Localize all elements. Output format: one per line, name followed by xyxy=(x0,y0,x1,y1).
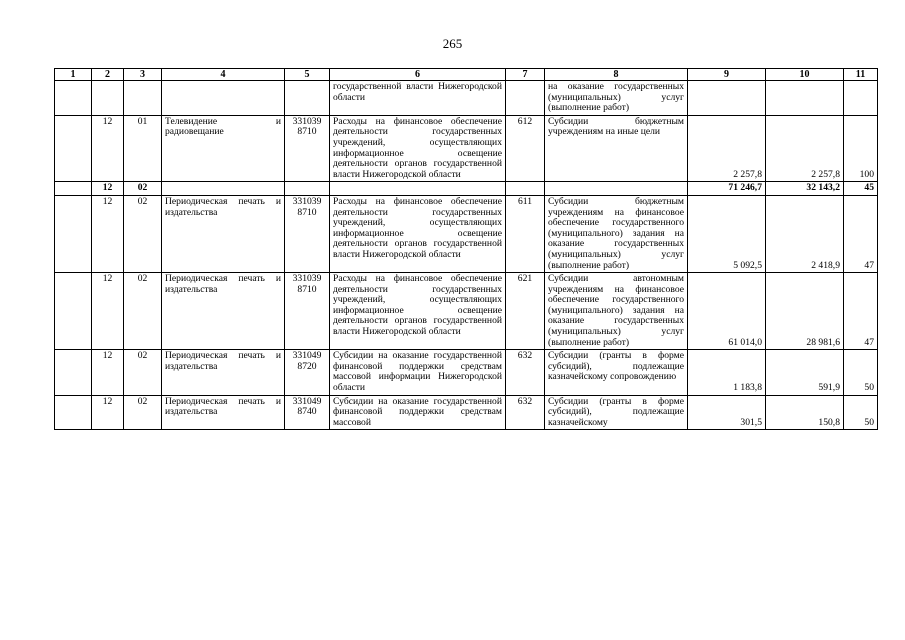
cell xyxy=(285,182,330,196)
cell: 2 257,8 xyxy=(766,115,844,182)
cell: 32 143,2 xyxy=(766,182,844,196)
cell: 02 xyxy=(124,195,162,272)
table-row xyxy=(55,395,878,430)
cell xyxy=(55,273,92,350)
cell: 50 xyxy=(844,350,878,395)
cell: 02 xyxy=(124,182,162,196)
cell: 12 xyxy=(92,195,124,272)
cell xyxy=(506,81,545,116)
cell: Субсидии на оказание государственной финансовой поддержки средствам массовой информации Нижегородской области xyxy=(330,350,506,395)
table-row xyxy=(55,273,878,350)
cell xyxy=(688,81,766,116)
cell: 611 xyxy=(506,195,545,272)
cell: 12 xyxy=(92,395,124,430)
column-header: 3 xyxy=(124,69,162,81)
cell xyxy=(55,195,92,272)
cell xyxy=(162,81,285,116)
column-header: 9 xyxy=(688,69,766,81)
cell: 331049 8720 xyxy=(285,350,330,395)
page-number: 265 xyxy=(442,36,463,51)
cell: 50 xyxy=(844,395,878,430)
cell: 28 981,6 xyxy=(766,273,844,350)
cell: 5 092,5 xyxy=(688,195,766,272)
cell: 02 xyxy=(124,350,162,395)
cell xyxy=(92,81,124,116)
cell xyxy=(124,81,162,116)
cell xyxy=(330,182,506,196)
cell xyxy=(545,182,688,196)
cell: 12 xyxy=(92,350,124,395)
cell: 2 418,9 xyxy=(766,195,844,272)
cell xyxy=(766,81,844,116)
cell: Субсидии (гранты в форме субсидий), подлежащие казначейскому сопровождению xyxy=(545,350,688,395)
cell xyxy=(55,182,92,196)
cell: 02 xyxy=(124,395,162,430)
budget-table xyxy=(54,68,878,430)
cell xyxy=(55,115,92,182)
cell xyxy=(162,182,285,196)
cell: 12 xyxy=(92,115,124,182)
cell: 331049 8740 xyxy=(285,395,330,430)
table-row xyxy=(55,81,878,116)
cell: государственной власти Нижегородской области xyxy=(330,81,506,116)
column-header: 7 xyxy=(506,69,545,81)
cell: Расходы на финансовое обеспечение деятельности государственных учреждений, осуществляющих информационное освещение деятельности органов государственной власти Нижегородской области xyxy=(330,195,506,272)
column-header: 4 xyxy=(162,69,285,81)
cell: Расходы на финансовое обеспечение деятельности государственных учреждений, осуществляющих информационное освещение деятельности органов государственной власти Нижегородской области xyxy=(330,115,506,182)
cell: 301,5 xyxy=(688,395,766,430)
column-header: 8 xyxy=(545,69,688,81)
cell: 61 014,0 xyxy=(688,273,766,350)
cell: Периодическая печать и издательства xyxy=(162,273,285,350)
cell: 632 xyxy=(506,350,545,395)
cell: 591,9 xyxy=(766,350,844,395)
cell: Субсидии автономным учреждениям на финансовое обеспечение государственного (муниципального) задания на оказание государственных (муниципальных) услуг (выполнение работ) xyxy=(545,273,688,350)
cell: 331039 8710 xyxy=(285,115,330,182)
cell: 71 246,7 xyxy=(688,182,766,196)
cell xyxy=(55,395,92,430)
cell: 331039 8710 xyxy=(285,195,330,272)
cell: 47 xyxy=(844,273,878,350)
cell: Субсидии бюджетным учреждениям на иные цели xyxy=(545,115,688,182)
cell: 632 xyxy=(506,395,545,430)
cell xyxy=(285,81,330,116)
column-header: 5 xyxy=(285,69,330,81)
cell: 100 xyxy=(844,115,878,182)
cell: Субсидии (гранты в форме субсидий), подлежащие казначейскому xyxy=(545,395,688,430)
cell: 150,8 xyxy=(766,395,844,430)
column-header: 10 xyxy=(766,69,844,81)
subtotal-row xyxy=(55,182,878,196)
cell: на оказание государственных (муниципальных) услуг (выполнение работ) xyxy=(545,81,688,116)
cell: 331039 8710 xyxy=(285,273,330,350)
cell: Субсидии бюджетным учреждениям на финансовое обеспечение государственного (муниципального) задания на оказание государственных (муниципальных) услуг (выполнение работ) xyxy=(545,195,688,272)
column-header: 11 xyxy=(844,69,878,81)
cell: 1 183,8 xyxy=(688,350,766,395)
cell xyxy=(55,350,92,395)
column-header: 6 xyxy=(330,69,506,81)
cell xyxy=(55,81,92,116)
cell: Периодическая печать и издательства xyxy=(162,195,285,272)
cell: Периодическая печать и издательства xyxy=(162,395,285,430)
cell: Телевидение и радиовещание xyxy=(162,115,285,182)
cell: 12 xyxy=(92,182,124,196)
cell: 47 xyxy=(844,195,878,272)
column-header: 2 xyxy=(92,69,124,81)
cell xyxy=(844,81,878,116)
cell: Расходы на финансовое обеспечение деятельности государственных учреждений, осуществляющих информационное освещение деятельности органов государственной власти Нижегородской области xyxy=(330,273,506,350)
cell: 12 xyxy=(92,273,124,350)
column-header: 1 xyxy=(55,69,92,81)
cell: 01 xyxy=(124,115,162,182)
table-row xyxy=(55,195,878,272)
cell: Субсидии на оказание государственной финансовой поддержки средствам массовой xyxy=(330,395,506,430)
cell: Периодическая печать и издательства xyxy=(162,350,285,395)
table-row xyxy=(55,350,878,395)
cell: 02 xyxy=(124,273,162,350)
header-row xyxy=(55,69,878,81)
cell: 2 257,8 xyxy=(688,115,766,182)
cell: 621 xyxy=(506,273,545,350)
cell xyxy=(506,182,545,196)
cell: 612 xyxy=(506,115,545,182)
table-row xyxy=(55,115,878,182)
cell: 45 xyxy=(844,182,878,196)
